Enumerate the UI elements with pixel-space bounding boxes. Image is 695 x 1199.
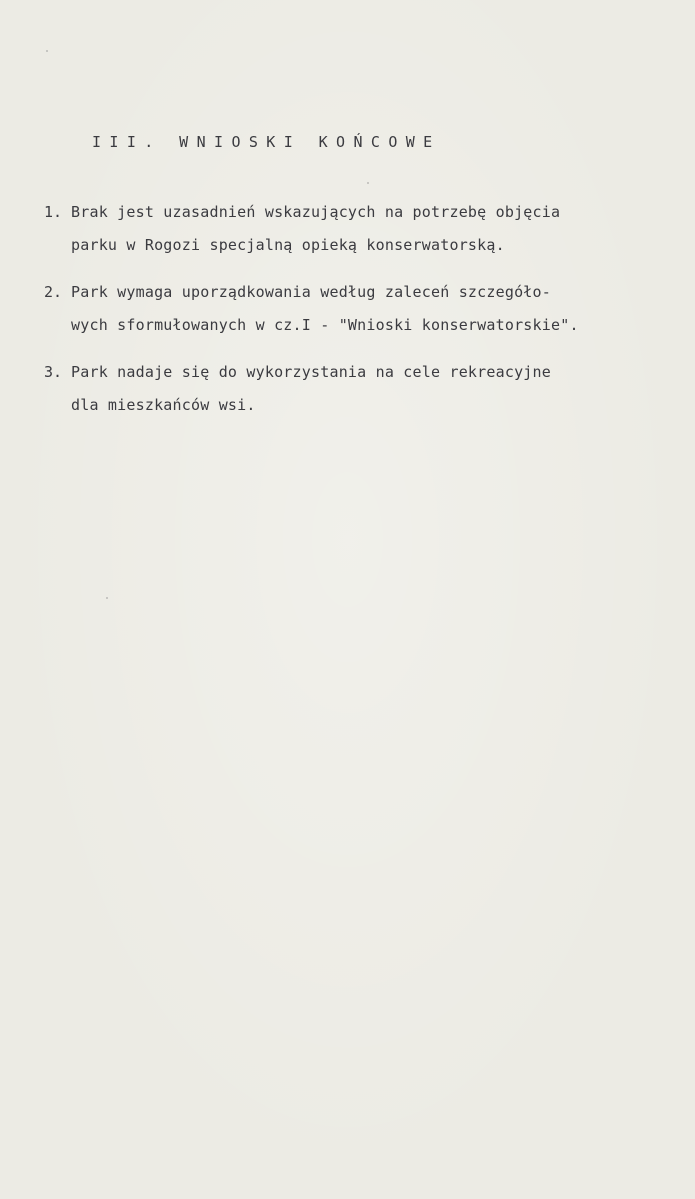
item-number: 1. [44, 203, 63, 221]
item-number: 2. [44, 283, 63, 301]
item-text-line: Brak jest uzasadnień wskazujących na potrzebę objęcia [71, 203, 561, 221]
section-heading: III. WNIOSKI KOŃCOWE [92, 133, 441, 151]
item-number: 3. [44, 363, 63, 381]
item-text-line: wych sformułowanych w cz.I - "Wnioski konserwatorskie". [71, 316, 579, 334]
paper-speck [46, 50, 48, 52]
item-text-line: Park wymaga uporządkowania według zaleceń szczegóło- [71, 283, 551, 301]
paper-speck [367, 182, 369, 184]
item-text-line: parku w Rogozi specjalną opieką konserwatorską. [71, 236, 505, 254]
item-text-line: Park nadaje się do wykorzystania na cele rekreacyjne [71, 363, 551, 381]
item-text-line: dla mieszkańców wsi. [71, 396, 256, 414]
paper-speck [106, 597, 108, 599]
